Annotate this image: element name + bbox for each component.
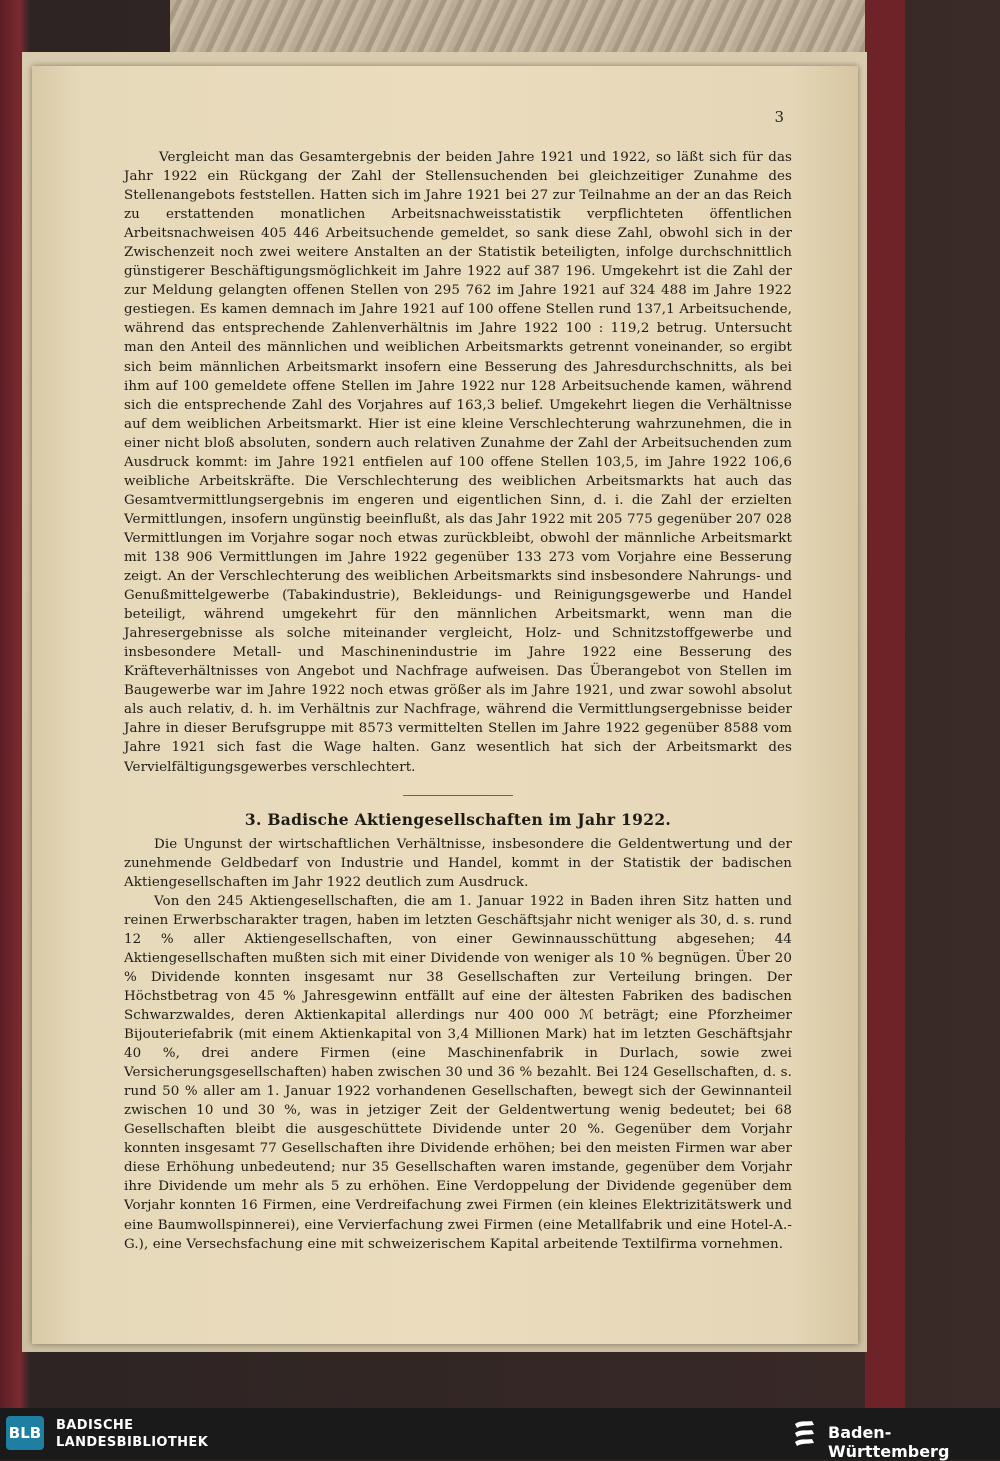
body-text [124,148,792,1254]
viewer-footer [0,1408,1000,1459]
section-heading: 3. Badische Aktiengesellschaften im Jahr 1922. [244,809,672,829]
book-cover-spine [865,0,905,1408]
document-page [32,66,858,1344]
paragraph: Von den 245 Aktiengesellschaften, die am 1. Januar 1922 in Baden ihren Sitz hatten und reinen Erwerbscharakter tragen, haben im letzten Geschäftsjahr nicht weniger als 30, d. s. rund 12 % aller Aktiengesellschaften, von einer Gewinnausschüttung abgesehen; 44 Aktiengesellschaften mußten sich mit einer Dividende von weniger als 10 % begnügen. Über 20 % Dividende konnten insgesamt nur 38 Gesellschaften zur Verteilung bringen. Der Höchstbetrag von 45 % Jahresgewinn entfällt auf eine der ältesten Fabriken des badischen Schwarzwaldes, deren Aktienkapital allerdings nur 400 000 ℳ beträgt; eine Pforzheimer Bijouteriefabrik (mit einem Aktienkapital von 3,4 Millionen Mark) hat im letzten Geschäftsjahr 40 %, drei andere Firmen (eine Maschinenfabrik in Durlach, sowie zwei Versicherungsgesellschaften) haben zwischen 30 und 36 % bezahlt. Bei 124 Gesellschaften, d. s. rund 50 % aller am 1. Januar 1922 vorhandenen Gesellschaften, bewegt sich der Gewinnanteil zwischen 10 und 30 %, was in jetziger Zeit der Geldentwertung wenig bedeutet; bei 68 Gesellschaften bleibt die ausgeschüttete Dividende unter 20 %. Gegenüber dem Vorjahr konnten insgesamt 77 Gesellschaften ihre Dividende erhöhen; bei den meisten Firmen war aber diese Erhöhung unbedeutend; nur 35 Gesellschaften waren imstande, gegenüber dem Vorjahr ihre Dividende um mehr als 5 zu erhöhen. Eine Verdoppelung der Dividende gegenüber dem Vorjahr konnten 16 Firmen, eine Verdreifachung zwei Firmen (ein kleines Elektrizitätswerk und eine Baumwollspinnerei), eine Vervierfachung zwei Firmen (eine Metallfabrik und eine Hotel-A.-G.), eine Versechsfachung eine mit schweizerischem Kapital arbeitende Textilfirma vornehmen. [124,893,792,1252]
state-name[interactable]: Baden-Württemberg [828,1423,950,1461]
section-divider [403,795,513,796]
paragraph: Die Ungunst der wirtschaftlichen Verhältnisse, insbesondere die Geldentwertung und der zunehmende Geldbedarf von Industrie und Handel, kommt in der Statistik der badischen Aktiengesellschaften im Jahr 1922 deutlich zum Ausdruck. [124,836,792,890]
page-number: 3 [774,108,784,126]
library-name[interactable] [56,1417,208,1451]
blb-logo[interactable]: BLB [6,1416,44,1450]
library-name-line1: BADISCHE [56,1418,134,1433]
lions-emblem-icon [792,1418,818,1448]
paragraph: Vergleicht man das Gesamtergebnis der beiden Jahre 1921 und 1922, so läßt sich für das Jahr 1922 ein Rückgang der Zahl der Stellensuchenden bei gleichzeitiger Zunahme des Stellenangebots feststellen. Hatten sich im Jahre 1921 bei 27 zur Teilnahme an der an das Reich zu erstattenden monatlichen Arbeitsnachweisstatistik verpflichteten öffentlichen Arbeitsnachweisen 405 446 Arbeitsuchende gemeldet, so sank diese Zahl, obwohl sich in der Zwischenzeit noch zwei weitere Anstalten an der Statistik beteiligten, infolge durchschnittlich günstigerer Beschäftigungsmöglichkeit im Jahre 1922 auf 387 196. Umgekehrt ist die Zahl der zur Meldung gelangten offenen Stellen von 295 762 im Jahre 1921 auf 324 488 im Jahre 1922 gestiegen. Es kamen demnach im Jahre 1921 auf 100 offene Stellen rund 137,1 Arbeitsuchende, während das entsprechende Zahlenverhältnis im Jahre 1922 100 : 119,2 betrug. Untersucht man den Anteil des männlichen und weiblichen Arbeitsmarkts getrennt voneinander, so ergibt sich beim männlichen Arbeitsmarkt insofern eine Besserung des Jahresdurchschnitts, als bei ihm auf 100 gemeldete offene Stellen im Jahre 1922 nur 128 Arbeitsuchende kamen, während sich die entsprechende Zahl des Vorjahres auf 163,3 belief. Umgekehrt liegen die Verhältnisse auf dem weiblichen Arbeitsmarkt. Hier ist eine kleine Verschlechterung wahrzunehmen, die in einer nicht bloß absoluten, sondern auch relativen Zunahme der Zahl der Arbeitsuchenden zum Ausdruck kommt: im Jahre 1921 entfielen auf 100 offene Stellen 103,5, im Jahre 1922 106,6 weibliche Arbeitskräfte. Die Verschlechterung des weiblichen Arbeitsmarkts hat auch das Gesamtvermittlungsergebnis im engeren und eigentlichen Sinn, d. i. die Zahl der erzielten Vermittlungen, insofern ungünstig beeinflußt, als das Jahr 1922 mit 205 775 gegenüber 207 028 Vermittlungen im Vorjahre sogar noch etwas zurückbleibt, obwohl der männliche Arbeitsmarkt mit 138 906 Vermittlungen im Jahre 1922 gegenüber 133 273 vom Vorjahre eine Besserung zeigt. An der Verschlechterung des weiblichen Arbeitsmarkts sind insbesondere Nahrungs- und Genußmittelgewerbe (Tabakindustrie), Bekleidungs- und Reinigungsgewerbe und Handel beteiligt, während umgekehrt für den männlichen Arbeitsmarkt, wenn man die Jahresergebnisse als solche miteinander vergleicht, Holz- und Schnitzstoffgewerbe und insbesondere Metall- und Maschinenindustrie im Jahre 1922 eine Besserung des Kräfteverhältnisses von Angebot und Nachfrage aufweisen. Das Überangebot von Stellen im Baugewerbe war im Jahre 1922 noch etwas größer als im Jahre 1921, und zwar sowohl absolut als auch relativ, d. h. im Verhältnis zur Nachfrage, während die Vermittlungsergebnisse beider Jahre in dieser Berufsgruppe mit 8573 vermittelten Stellen im Jahre 1922 gegenüber 8588 vom Jahre 1921 sich fast die Wage halten. Ganz wesentlich hat sich der Arbeitsmarkt des Vervielfältigungsgewerbes verschlechtert. [124,150,792,775]
library-name-line2: LANDESBIBLIOTHEK [56,1435,209,1450]
